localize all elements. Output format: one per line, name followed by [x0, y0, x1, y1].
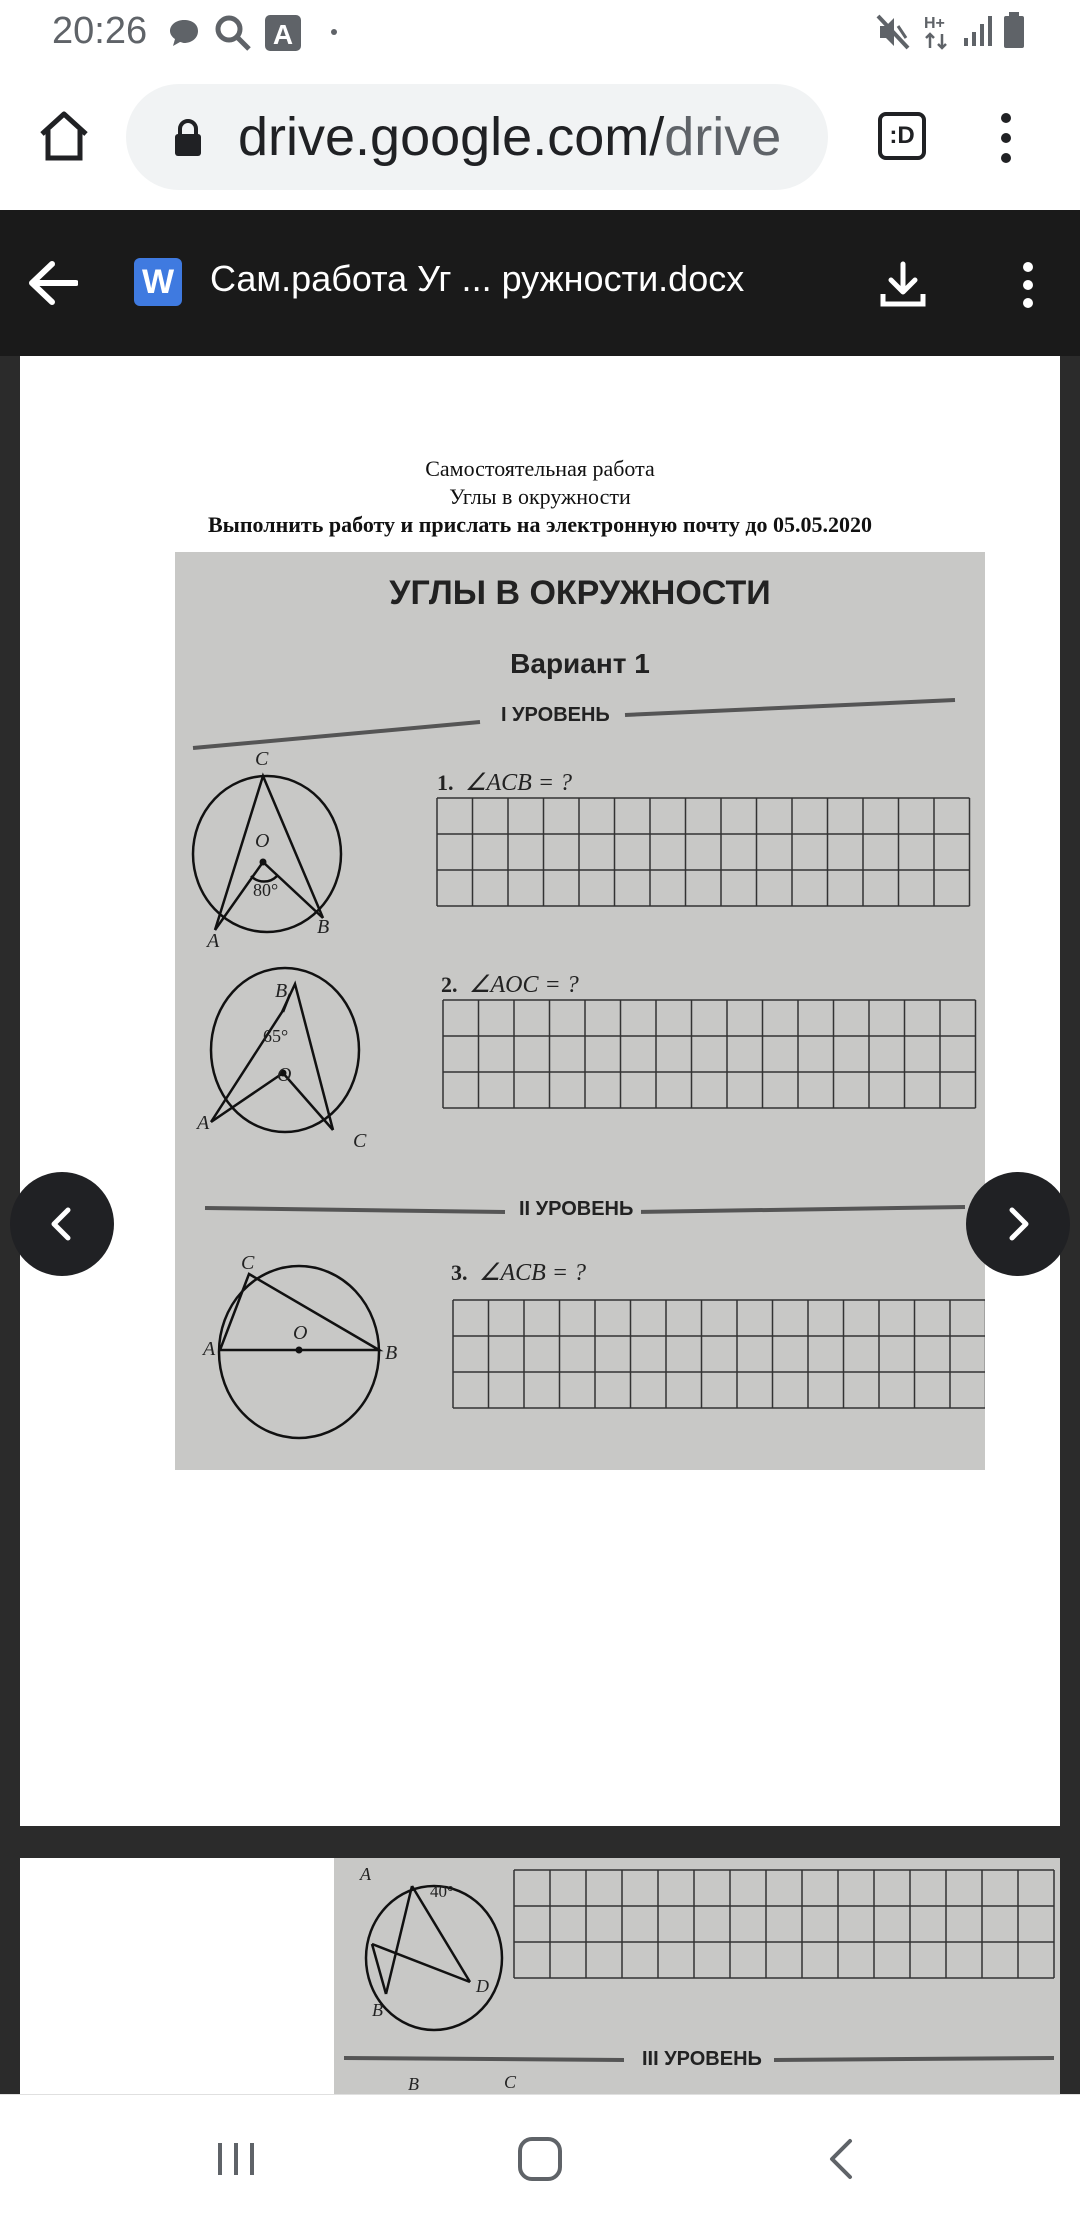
- fig4-label-b: B: [372, 2000, 383, 2020]
- menu-more-icon[interactable]: [996, 110, 1016, 166]
- url-path: drive: [664, 107, 782, 167]
- address-bar: [0, 66, 1080, 210]
- fig3-label-c: C: [241, 1252, 255, 1274]
- text-app-icon: [264, 14, 302, 52]
- answer-grid-3: [453, 1300, 985, 1408]
- fig2-label-o: O: [277, 1064, 292, 1086]
- system-back-icon[interactable]: [826, 2137, 856, 2181]
- level3-divider-right: [774, 2058, 1054, 2060]
- level1-divider-left: [193, 722, 480, 748]
- download-icon[interactable]: [878, 260, 928, 310]
- fig4-label-d: D: [476, 1976, 489, 1996]
- task3-text: ∠ACB = ?: [479, 1260, 587, 1286]
- battery-icon: [1002, 12, 1026, 50]
- system-nav-bar: [0, 2094, 1080, 2220]
- viewer-more-icon[interactable]: [1018, 260, 1038, 310]
- fig1-label-a: A: [207, 930, 220, 952]
- fig1-angle: 80°: [253, 880, 279, 900]
- previous-page-button[interactable]: [10, 1172, 114, 1276]
- level2-label: II УРОВЕНЬ: [511, 1198, 641, 1221]
- next-page-button[interactable]: [966, 1172, 1070, 1276]
- page2-label-b: B: [408, 2074, 419, 2094]
- fig1-label-o: O: [255, 830, 270, 852]
- task3-number: 3.: [451, 1260, 468, 1285]
- url-host: drive.google.com/: [238, 107, 665, 167]
- tab-switcher-button[interactable]: [878, 112, 926, 160]
- svg-text:H+: H+: [924, 15, 945, 32]
- fig2-label-a: A: [197, 1112, 210, 1134]
- home-icon[interactable]: [36, 108, 92, 164]
- message-icon: [168, 18, 200, 48]
- file-title: Сам.работа Уг ... ружности.docx: [210, 258, 745, 299]
- recent-apps-icon[interactable]: [216, 2139, 258, 2179]
- status-time: 20:26: [52, 10, 148, 52]
- task2-number: 2.: [441, 972, 458, 997]
- fig2-label-c: C: [353, 1130, 367, 1152]
- answer-grid-2: [443, 1000, 976, 1108]
- doc-line-1: Самостоятельная работа: [425, 456, 655, 481]
- fig1-label-c: C: [255, 748, 269, 770]
- dot-icon: [330, 28, 338, 36]
- viewer-header: [0, 210, 1080, 356]
- url-text: [238, 106, 818, 168]
- tab-switcher-label: :D: [889, 122, 915, 149]
- worksheet-photo: [175, 552, 985, 1470]
- svg-text:A: A: [272, 19, 294, 50]
- doc-line-2: Углы в окружности: [449, 484, 631, 509]
- worksheet-photo-2: [334, 1858, 1060, 2094]
- answer-grid-4: [514, 1870, 1054, 1978]
- photo-title: УГЛЫ В ОКРУЖНОСТИ: [389, 574, 771, 612]
- network-hplus-icon: [924, 12, 954, 50]
- task2-text: ∠AOC = ?: [469, 972, 579, 998]
- word-file-icon: W: [134, 258, 182, 306]
- doc-line-3: Выполнить работу и прислать на электронную почту до 05.05.2020: [208, 512, 872, 537]
- task1-number: 1.: [437, 770, 454, 795]
- level1-divider-right: [625, 700, 955, 715]
- mute-icon: [876, 14, 910, 50]
- back-arrow-icon[interactable]: [28, 260, 78, 306]
- fig4-angle: 40°: [430, 1882, 454, 1901]
- fig3-label-a: A: [203, 1338, 216, 1360]
- home-button-icon[interactable]: [516, 2135, 564, 2183]
- lock-icon: [172, 118, 204, 158]
- page2-label-c: C: [504, 2072, 517, 2092]
- fig2-label-b: B: [275, 980, 288, 1002]
- signal-icon: [962, 14, 994, 48]
- fig2-angle: 65°: [263, 1026, 289, 1046]
- fig3-label-o: O: [293, 1322, 308, 1344]
- level3-label: III УРОВЕНЬ: [634, 2048, 770, 2071]
- url-bar[interactable]: [126, 84, 828, 190]
- document-page-1: [20, 356, 1060, 1826]
- task1-text: ∠ACB = ?: [465, 770, 573, 796]
- photo-variant: Вариант 1: [510, 648, 650, 679]
- level2-divider-left: [205, 1208, 505, 1212]
- fig4-label-a: A: [360, 1864, 371, 1884]
- level2-divider-right: [635, 1207, 965, 1212]
- chevron-left-icon: [42, 1204, 82, 1244]
- search-icon: [214, 14, 252, 52]
- chevron-right-icon: [998, 1204, 1038, 1244]
- status-bar: [0, 0, 1080, 66]
- figure-1: [193, 776, 341, 932]
- level3-divider-left: [344, 2058, 624, 2060]
- level1-label: I УРОВЕНЬ: [493, 704, 618, 727]
- figure-4: [366, 1886, 502, 2030]
- fig1-label-b: B: [317, 916, 330, 938]
- answer-grid-1: [437, 798, 970, 906]
- fig3-label-b: B: [385, 1342, 398, 1364]
- document-page-2: [20, 1858, 1060, 2094]
